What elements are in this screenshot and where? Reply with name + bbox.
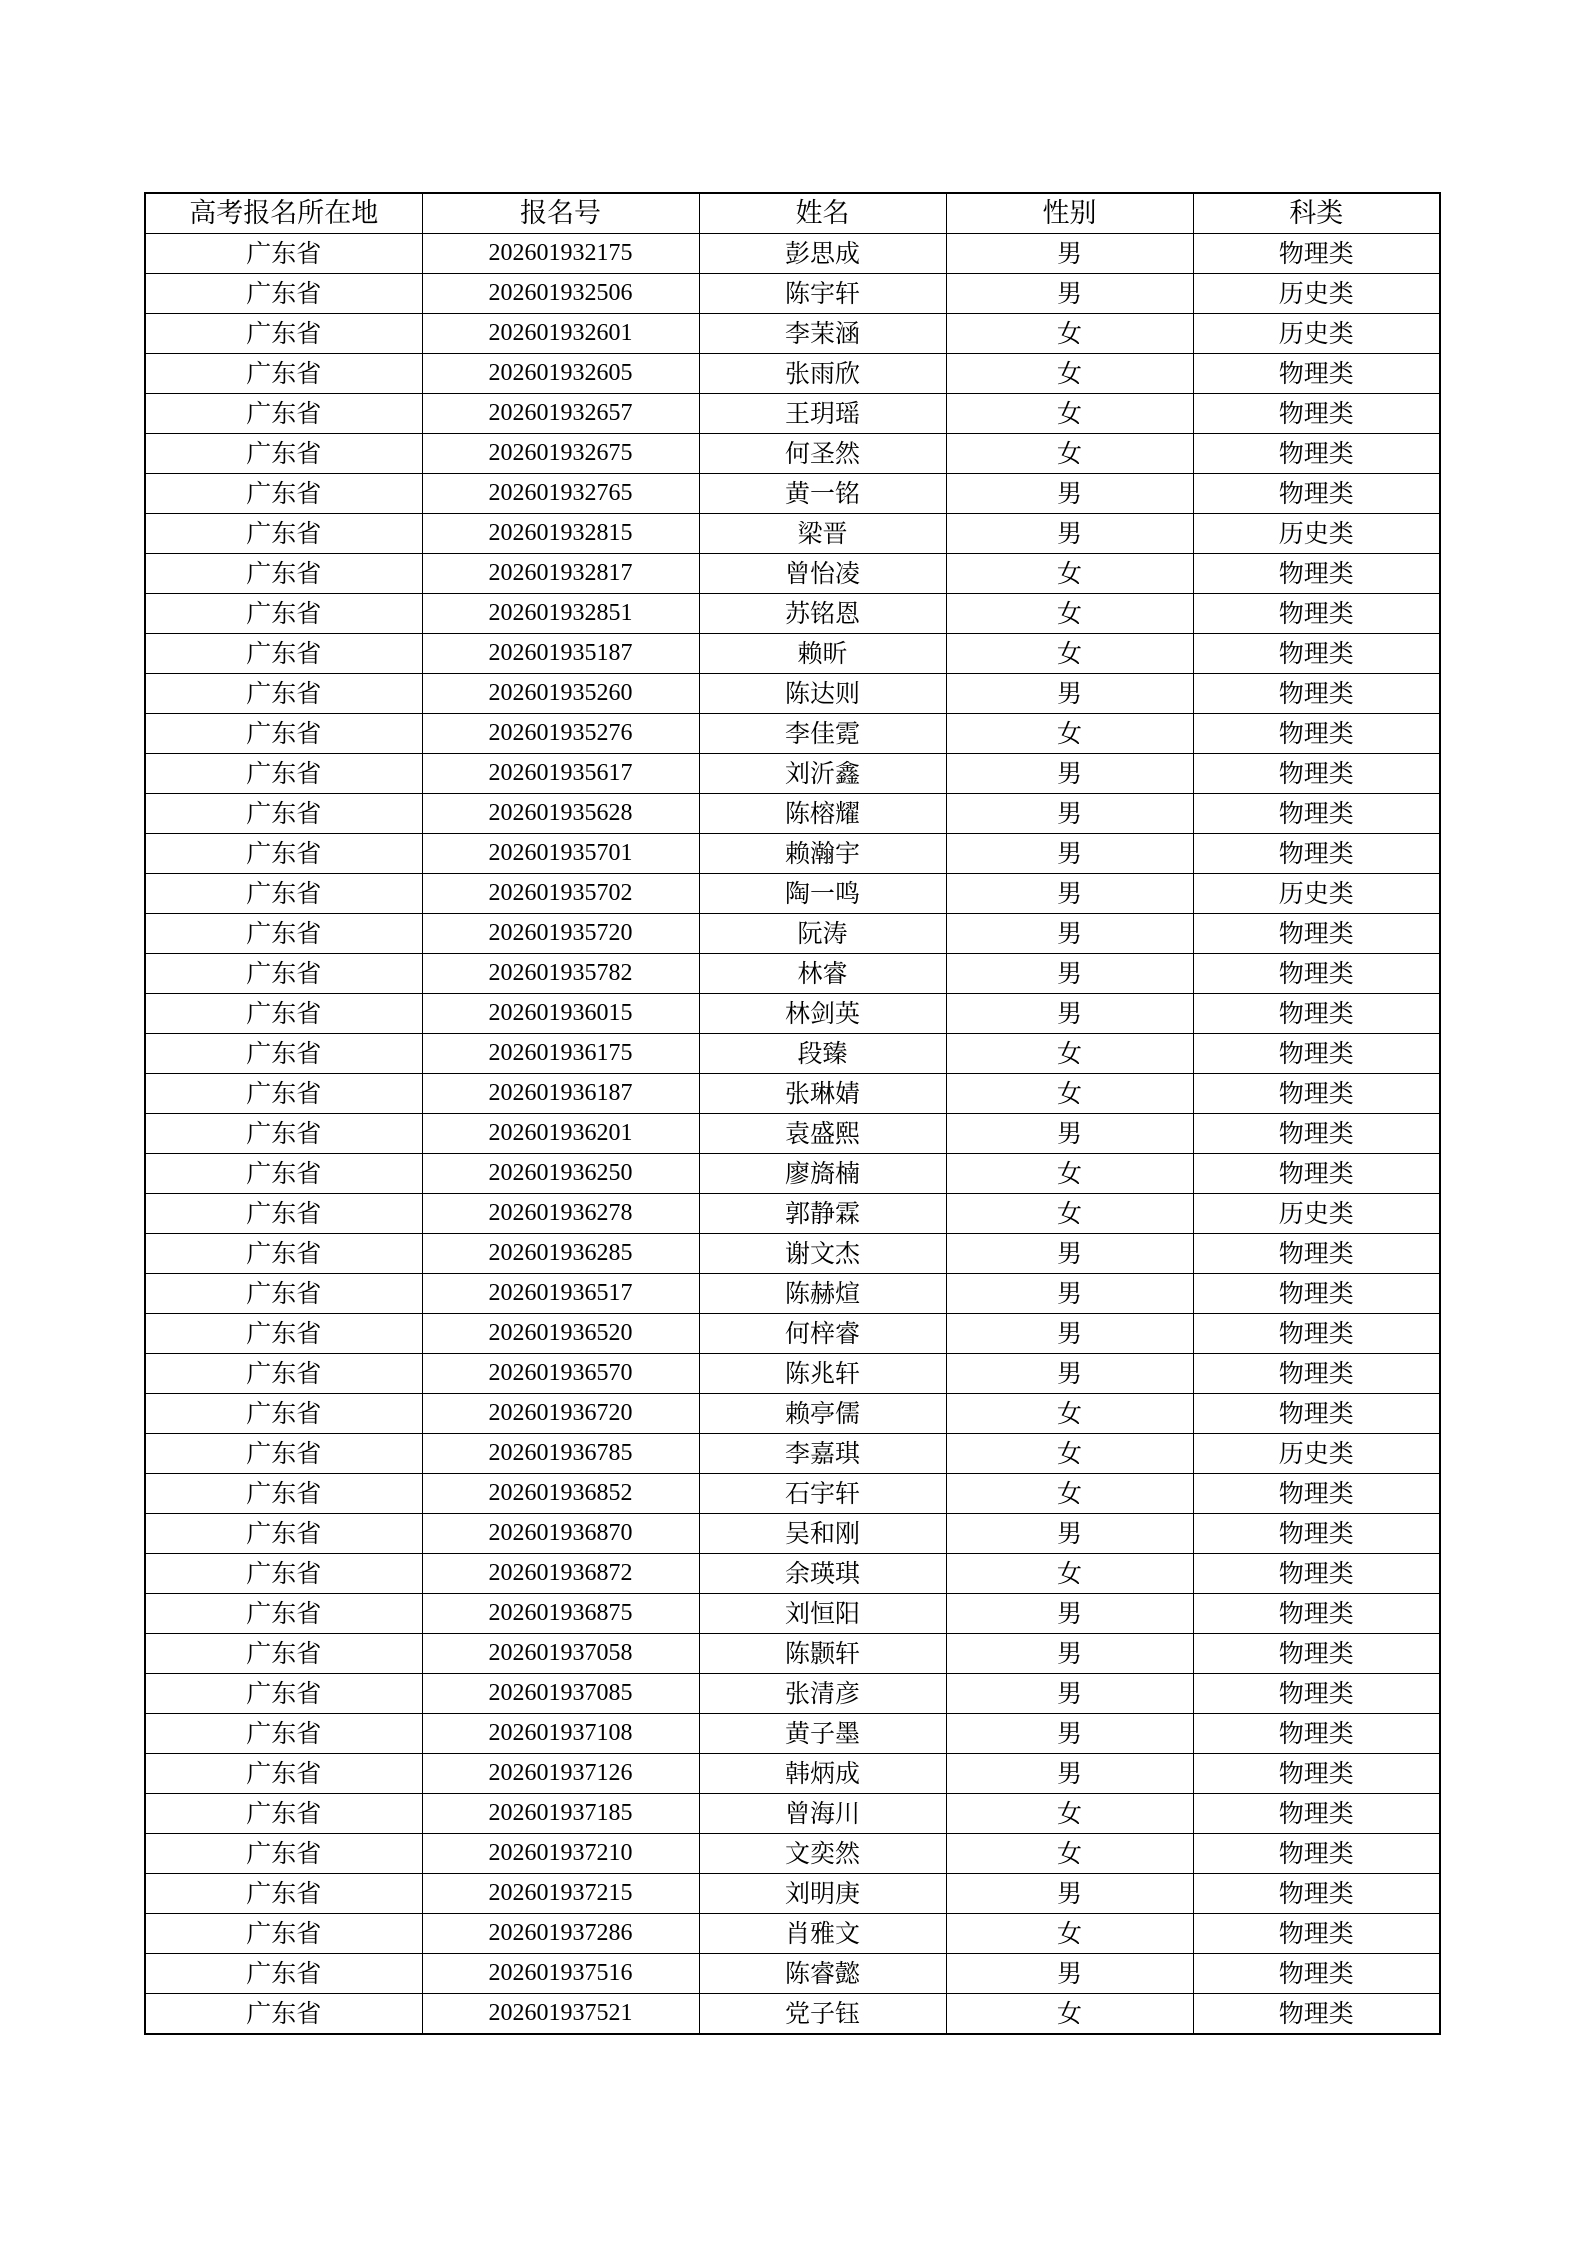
cell-registration-number: 202601937058 <box>422 1634 699 1674</box>
cell-location: 广东省 <box>145 274 422 314</box>
table-row <box>145 1914 1440 1954</box>
cell-subject-category: 物理类 <box>1193 394 1440 434</box>
cell-registration-number: 202601935187 <box>422 634 699 674</box>
cell-name: 吴和刚 <box>699 1514 946 1554</box>
cell-subject-category: 物理类 <box>1193 1514 1440 1554</box>
cell-gender: 女 <box>946 354 1193 394</box>
cell-location: 广东省 <box>145 794 422 834</box>
cell-registration-number: 202601935701 <box>422 834 699 874</box>
header-name: 姓名 <box>699 193 946 234</box>
cell-gender: 男 <box>946 794 1193 834</box>
cell-gender: 女 <box>946 1074 1193 1114</box>
cell-gender: 女 <box>946 1794 1193 1834</box>
cell-gender: 女 <box>946 634 1193 674</box>
cell-name: 林睿 <box>699 954 946 994</box>
cell-subject-category: 物理类 <box>1193 1074 1440 1114</box>
cell-registration-number: 202601936570 <box>422 1354 699 1394</box>
cell-name: 刘明庚 <box>699 1874 946 1914</box>
cell-gender: 男 <box>946 1674 1193 1714</box>
cell-subject-category: 物理类 <box>1193 1474 1440 1514</box>
cell-subject-category: 物理类 <box>1193 994 1440 1034</box>
table-row <box>145 914 1440 954</box>
cell-location: 广东省 <box>145 514 422 554</box>
cell-registration-number: 202601936785 <box>422 1434 699 1474</box>
cell-registration-number: 202601936520 <box>422 1314 699 1354</box>
cell-subject-category: 物理类 <box>1193 674 1440 714</box>
table-row <box>145 674 1440 714</box>
cell-subject-category: 物理类 <box>1193 1794 1440 1834</box>
cell-registration-number: 202601932175 <box>422 234 699 274</box>
cell-subject-category: 物理类 <box>1193 1754 1440 1794</box>
cell-registration-number: 202601932605 <box>422 354 699 394</box>
cell-gender: 女 <box>946 1474 1193 1514</box>
cell-name: 文奕然 <box>699 1834 946 1874</box>
cell-location: 广东省 <box>145 1874 422 1914</box>
cell-gender: 女 <box>946 1914 1193 1954</box>
cell-location: 广东省 <box>145 554 422 594</box>
cell-name: 张雨欣 <box>699 354 946 394</box>
cell-gender: 女 <box>946 1554 1193 1594</box>
cell-gender: 女 <box>946 554 1193 594</box>
cell-registration-number: 202601936015 <box>422 994 699 1034</box>
cell-subject-category: 物理类 <box>1193 1274 1440 1314</box>
table-row <box>145 874 1440 914</box>
cell-subject-category: 物理类 <box>1193 634 1440 674</box>
cell-name: 曾海川 <box>699 1794 946 1834</box>
cell-gender: 女 <box>946 1194 1193 1234</box>
cell-gender: 男 <box>946 1354 1193 1394</box>
cell-location: 广东省 <box>145 1274 422 1314</box>
cell-location: 广东省 <box>145 1034 422 1074</box>
cell-gender: 男 <box>946 914 1193 954</box>
cell-subject-category: 物理类 <box>1193 794 1440 834</box>
cell-subject-category: 物理类 <box>1193 754 1440 794</box>
cell-name: 党子钰 <box>699 1994 946 2035</box>
cell-gender: 男 <box>946 274 1193 314</box>
cell-name: 陶一鸣 <box>699 874 946 914</box>
cell-name: 何梓睿 <box>699 1314 946 1354</box>
cell-registration-number: 202601935782 <box>422 954 699 994</box>
cell-subject-category: 物理类 <box>1193 1354 1440 1394</box>
cell-name: 陈睿懿 <box>699 1954 946 1994</box>
cell-gender: 男 <box>946 234 1193 274</box>
cell-location: 广东省 <box>145 954 422 994</box>
header-registration-location: 高考报名所在地 <box>145 193 422 234</box>
table-row <box>145 1834 1440 1874</box>
cell-location: 广东省 <box>145 1194 422 1234</box>
cell-name: 刘恒阳 <box>699 1594 946 1634</box>
cell-location: 广东省 <box>145 1914 422 1954</box>
cell-location: 广东省 <box>145 914 422 954</box>
cell-name: 赖亭儒 <box>699 1394 946 1434</box>
cell-name: 李佳霓 <box>699 714 946 754</box>
cell-location: 广东省 <box>145 1434 422 1474</box>
cell-gender: 男 <box>946 1114 1193 1154</box>
cell-gender: 女 <box>946 1834 1193 1874</box>
cell-gender: 女 <box>946 1394 1193 1434</box>
table-row <box>145 1154 1440 1194</box>
table-row <box>145 1554 1440 1594</box>
cell-name: 张琳婧 <box>699 1074 946 1114</box>
cell-registration-number: 202601936175 <box>422 1034 699 1074</box>
cell-registration-number: 202601935276 <box>422 714 699 754</box>
cell-location: 广东省 <box>145 314 422 354</box>
cell-location: 广东省 <box>145 1674 422 1714</box>
cell-location: 广东省 <box>145 1834 422 1874</box>
cell-location: 广东省 <box>145 1554 422 1594</box>
cell-name: 曾怡凌 <box>699 554 946 594</box>
cell-subject-category: 物理类 <box>1193 914 1440 954</box>
cell-name: 陈榕耀 <box>699 794 946 834</box>
cell-name: 谢文杰 <box>699 1234 946 1274</box>
cell-gender: 男 <box>946 1274 1193 1314</box>
cell-gender: 男 <box>946 1594 1193 1634</box>
cell-registration-number: 202601932675 <box>422 434 699 474</box>
cell-gender: 男 <box>946 1234 1193 1274</box>
cell-registration-number: 202601937185 <box>422 1794 699 1834</box>
cell-subject-category: 物理类 <box>1193 714 1440 754</box>
cell-subject-category: 历史类 <box>1193 274 1440 314</box>
cell-gender: 男 <box>946 1514 1193 1554</box>
cell-location: 广东省 <box>145 994 422 1034</box>
admission-list-table <box>144 192 1441 2035</box>
cell-subject-category: 物理类 <box>1193 1874 1440 1914</box>
cell-subject-category: 物理类 <box>1193 234 1440 274</box>
cell-location: 广东省 <box>145 1594 422 1634</box>
cell-name: 肖雅文 <box>699 1914 946 1954</box>
cell-location: 广东省 <box>145 1474 422 1514</box>
cell-subject-category: 历史类 <box>1193 514 1440 554</box>
cell-gender: 女 <box>946 1994 1193 2035</box>
cell-name: 梁晋 <box>699 514 946 554</box>
cell-location: 广东省 <box>145 634 422 674</box>
table-row <box>145 1034 1440 1074</box>
cell-name: 韩炳成 <box>699 1754 946 1794</box>
table-row <box>145 1354 1440 1394</box>
cell-gender: 女 <box>946 714 1193 754</box>
cell-registration-number: 202601932765 <box>422 474 699 514</box>
cell-subject-category: 物理类 <box>1193 434 1440 474</box>
cell-subject-category: 物理类 <box>1193 1234 1440 1274</box>
table-row <box>145 274 1440 314</box>
cell-location: 广东省 <box>145 1754 422 1794</box>
cell-gender: 男 <box>946 514 1193 554</box>
cell-subject-category: 物理类 <box>1193 1314 1440 1354</box>
table-row <box>145 354 1440 394</box>
cell-name: 黄一铭 <box>699 474 946 514</box>
cell-location: 广东省 <box>145 354 422 394</box>
header-gender: 性别 <box>946 193 1193 234</box>
cell-name: 彭思成 <box>699 234 946 274</box>
table-row <box>145 1954 1440 1994</box>
table-row <box>145 394 1440 434</box>
cell-location: 广东省 <box>145 434 422 474</box>
cell-gender: 男 <box>946 674 1193 714</box>
table-row <box>145 554 1440 594</box>
cell-location: 广东省 <box>145 1514 422 1554</box>
cell-registration-number: 202601937210 <box>422 1834 699 1874</box>
cell-subject-category: 物理类 <box>1193 1954 1440 1994</box>
cell-location: 广东省 <box>145 1114 422 1154</box>
table-row <box>145 1874 1440 1914</box>
cell-name: 刘沂鑫 <box>699 754 946 794</box>
table-row <box>145 434 1440 474</box>
cell-name: 张清彦 <box>699 1674 946 1714</box>
cell-name: 陈颢轩 <box>699 1634 946 1674</box>
cell-subject-category: 历史类 <box>1193 1194 1440 1234</box>
table-row <box>145 1394 1440 1434</box>
cell-subject-category: 物理类 <box>1193 1834 1440 1874</box>
cell-registration-number: 202601936278 <box>422 1194 699 1234</box>
cell-registration-number: 202601937085 <box>422 1674 699 1714</box>
cell-subject-category: 物理类 <box>1193 354 1440 394</box>
table-row <box>145 1754 1440 1794</box>
cell-location: 广东省 <box>145 1354 422 1394</box>
cell-registration-number: 202601937126 <box>422 1754 699 1794</box>
cell-registration-number: 202601932815 <box>422 514 699 554</box>
cell-registration-number: 202601932817 <box>422 554 699 594</box>
cell-location: 广东省 <box>145 1634 422 1674</box>
cell-gender: 女 <box>946 314 1193 354</box>
table-row <box>145 474 1440 514</box>
cell-name: 陈宇轩 <box>699 274 946 314</box>
cell-location: 广东省 <box>145 674 422 714</box>
table-row <box>145 834 1440 874</box>
cell-name: 苏铭恩 <box>699 594 946 634</box>
table-row <box>145 1234 1440 1274</box>
table-row <box>145 1434 1440 1474</box>
cell-subject-category: 物理类 <box>1193 954 1440 994</box>
table-row <box>145 1194 1440 1234</box>
cell-gender: 男 <box>946 834 1193 874</box>
cell-gender: 男 <box>946 874 1193 914</box>
cell-registration-number: 202601936870 <box>422 1514 699 1554</box>
table-header <box>145 193 1440 234</box>
header-row <box>145 193 1440 234</box>
cell-name: 黄子墨 <box>699 1714 946 1754</box>
cell-location: 广东省 <box>145 1314 422 1354</box>
table-row <box>145 1114 1440 1154</box>
cell-subject-category: 历史类 <box>1193 1434 1440 1474</box>
cell-subject-category: 物理类 <box>1193 1554 1440 1594</box>
cell-gender: 男 <box>946 1714 1193 1754</box>
cell-registration-number: 202601936201 <box>422 1114 699 1154</box>
table-row <box>145 634 1440 674</box>
cell-gender: 男 <box>946 754 1193 794</box>
table-row <box>145 1994 1440 2035</box>
cell-name: 李茉涵 <box>699 314 946 354</box>
cell-registration-number: 202601937521 <box>422 1994 699 2035</box>
table-row <box>145 754 1440 794</box>
cell-registration-number: 202601936187 <box>422 1074 699 1114</box>
table-row <box>145 314 1440 354</box>
cell-location: 广东省 <box>145 714 422 754</box>
cell-location: 广东省 <box>145 1234 422 1274</box>
table-row <box>145 1074 1440 1114</box>
cell-name: 赖昕 <box>699 634 946 674</box>
cell-name: 林剑英 <box>699 994 946 1034</box>
cell-registration-number: 202601932657 <box>422 394 699 434</box>
cell-registration-number: 202601936875 <box>422 1594 699 1634</box>
cell-location: 广东省 <box>145 874 422 914</box>
cell-gender: 男 <box>946 1314 1193 1354</box>
cell-name: 陈赫煊 <box>699 1274 946 1314</box>
cell-name: 余瑛琪 <box>699 1554 946 1594</box>
header-registration-number: 报名号 <box>422 193 699 234</box>
cell-registration-number: 202601936285 <box>422 1234 699 1274</box>
cell-subject-category: 物理类 <box>1193 594 1440 634</box>
cell-subject-category: 物理类 <box>1193 474 1440 514</box>
cell-location: 广东省 <box>145 1394 422 1434</box>
cell-registration-number: 202601937108 <box>422 1714 699 1754</box>
cell-name: 郭静霖 <box>699 1194 946 1234</box>
cell-registration-number: 202601937215 <box>422 1874 699 1914</box>
cell-subject-category: 历史类 <box>1193 874 1440 914</box>
cell-subject-category: 物理类 <box>1193 1994 1440 2035</box>
cell-name: 何圣然 <box>699 434 946 474</box>
cell-name: 袁盛熙 <box>699 1114 946 1154</box>
cell-gender: 女 <box>946 394 1193 434</box>
cell-name: 阮涛 <box>699 914 946 954</box>
cell-name: 陈兆轩 <box>699 1354 946 1394</box>
cell-subject-category: 物理类 <box>1193 554 1440 594</box>
cell-subject-category: 历史类 <box>1193 314 1440 354</box>
cell-registration-number: 202601937286 <box>422 1914 699 1954</box>
table-row <box>145 1514 1440 1554</box>
cell-location: 广东省 <box>145 1994 422 2035</box>
cell-registration-number: 202601936852 <box>422 1474 699 1514</box>
table-row <box>145 1474 1440 1514</box>
table-row <box>145 1714 1440 1754</box>
table-row <box>145 954 1440 994</box>
cell-location: 广东省 <box>145 1794 422 1834</box>
cell-registration-number: 202601936720 <box>422 1394 699 1434</box>
cell-registration-number: 202601936250 <box>422 1154 699 1194</box>
table-row <box>145 794 1440 834</box>
table-row <box>145 1674 1440 1714</box>
cell-registration-number: 202601935260 <box>422 674 699 714</box>
cell-location: 广东省 <box>145 1154 422 1194</box>
table-row <box>145 594 1440 634</box>
cell-subject-category: 物理类 <box>1193 834 1440 874</box>
cell-registration-number: 202601935628 <box>422 794 699 834</box>
cell-registration-number: 202601932601 <box>422 314 699 354</box>
table-body <box>145 234 1440 2035</box>
cell-subject-category: 物理类 <box>1193 1674 1440 1714</box>
cell-gender: 男 <box>946 994 1193 1034</box>
cell-subject-category: 物理类 <box>1193 1594 1440 1634</box>
cell-registration-number: 202601935720 <box>422 914 699 954</box>
cell-location: 广东省 <box>145 234 422 274</box>
cell-gender: 男 <box>946 1874 1193 1914</box>
cell-name: 李嘉琪 <box>699 1434 946 1474</box>
cell-location: 广东省 <box>145 1714 422 1754</box>
cell-subject-category: 物理类 <box>1193 1634 1440 1674</box>
cell-location: 广东省 <box>145 834 422 874</box>
cell-location: 广东省 <box>145 474 422 514</box>
cell-gender: 男 <box>946 954 1193 994</box>
cell-subject-category: 物理类 <box>1193 1394 1440 1434</box>
cell-gender: 男 <box>946 1634 1193 1674</box>
cell-name: 王玥瑶 <box>699 394 946 434</box>
cell-subject-category: 物理类 <box>1193 1914 1440 1954</box>
table-row <box>145 514 1440 554</box>
cell-registration-number: 202601936872 <box>422 1554 699 1594</box>
table-row <box>145 714 1440 754</box>
cell-name: 石宇轩 <box>699 1474 946 1514</box>
cell-location: 广东省 <box>145 1074 422 1114</box>
cell-gender: 女 <box>946 1434 1193 1474</box>
cell-name: 廖旖楠 <box>699 1154 946 1194</box>
cell-registration-number: 202601937516 <box>422 1954 699 1994</box>
table-row <box>145 1594 1440 1634</box>
cell-name: 段臻 <box>699 1034 946 1074</box>
cell-gender: 男 <box>946 474 1193 514</box>
cell-gender: 男 <box>946 1954 1193 1994</box>
table-row <box>145 1634 1440 1674</box>
table-row <box>145 1274 1440 1314</box>
cell-registration-number: 202601935617 <box>422 754 699 794</box>
cell-registration-number: 202601932851 <box>422 594 699 634</box>
cell-gender: 女 <box>946 434 1193 474</box>
cell-subject-category: 物理类 <box>1193 1034 1440 1074</box>
cell-location: 广东省 <box>145 1954 422 1994</box>
cell-name: 陈达则 <box>699 674 946 714</box>
cell-registration-number: 202601935702 <box>422 874 699 914</box>
cell-gender: 男 <box>946 1754 1193 1794</box>
cell-registration-number: 202601932506 <box>422 274 699 314</box>
table-row <box>145 1794 1440 1834</box>
cell-subject-category: 物理类 <box>1193 1714 1440 1754</box>
cell-gender: 女 <box>946 1034 1193 1074</box>
cell-location: 广东省 <box>145 394 422 434</box>
cell-location: 广东省 <box>145 594 422 634</box>
header-subject-category: 科类 <box>1193 193 1440 234</box>
cell-registration-number: 202601936517 <box>422 1274 699 1314</box>
cell-gender: 女 <box>946 1154 1193 1194</box>
cell-subject-category: 物理类 <box>1193 1114 1440 1154</box>
cell-gender: 女 <box>946 594 1193 634</box>
cell-location: 广东省 <box>145 754 422 794</box>
table-row <box>145 994 1440 1034</box>
cell-name: 赖瀚宇 <box>699 834 946 874</box>
cell-subject-category: 物理类 <box>1193 1154 1440 1194</box>
table-row <box>145 234 1440 274</box>
table-row <box>145 1314 1440 1354</box>
